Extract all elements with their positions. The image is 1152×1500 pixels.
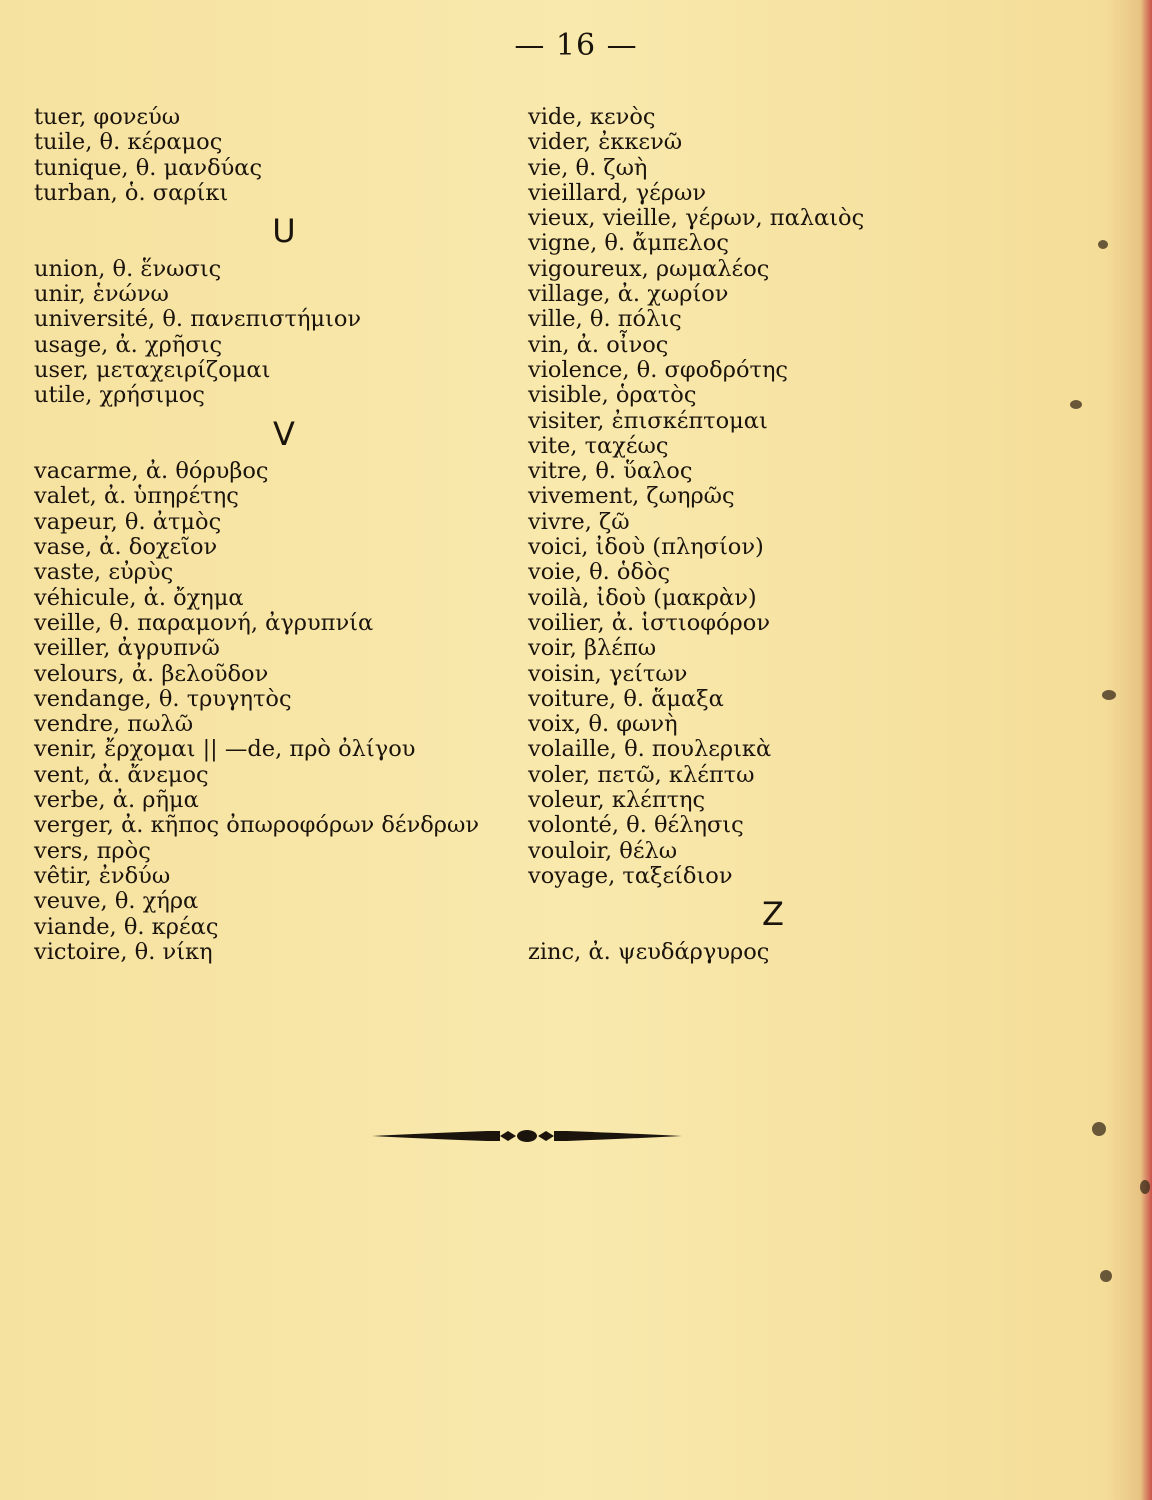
dictionary-entry: verger, ἀ. κῆπος ὀπωροφόρων δένδρων	[34, 812, 480, 839]
dictionary-entry: user, μεταχειρίζομαι	[34, 356, 271, 383]
ink-spot	[1098, 240, 1108, 249]
dictionary-entry: violence, θ. σφοδρότης	[528, 356, 789, 383]
ink-spot	[1092, 1122, 1106, 1136]
dictionary-entry: tuile, θ. κέραμος	[34, 129, 223, 156]
dictionary-entry: ville, θ. πόλις	[528, 306, 682, 333]
ink-spot	[1100, 1270, 1112, 1282]
dictionary-entry: turban, ὁ. σαρίκι	[34, 179, 229, 206]
dictionary-entry: vieux, vieille, γέρων, παλαιὸς	[528, 205, 865, 232]
dictionary-entry: village, ἀ. χωρίον	[528, 281, 729, 308]
dictionary-entry: viande, θ. κρέας	[34, 913, 219, 940]
dictionary-entry: volaille, θ. πουλερικὰ	[528, 736, 772, 763]
section-letter: V	[273, 414, 295, 453]
dictionary-entry: volonté, θ. θέλησις	[528, 812, 744, 839]
dictionary-entry: veille, θ. παραμονή, ἀγρυπνία	[34, 609, 374, 636]
ornament-divider	[372, 1126, 682, 1146]
dictionary-entry: utile, χρήσιμος	[34, 382, 205, 409]
dictionary-entry: voiture, θ. ἅμαξα	[528, 685, 724, 712]
dictionary-entry: vide, κενὸς	[528, 104, 656, 130]
dictionary-entry: vigne, θ. ἄμπελος	[528, 230, 729, 257]
dictionary-entry: victoire, θ. νίκη	[34, 938, 213, 965]
dictionary-entry: union, θ. ἕνωσις	[34, 255, 222, 282]
dictionary-entry: verbe, ἀ. ρῆμα	[34, 787, 199, 814]
dictionary-entry: venir, ἔρχομαι || —de, πρὸ ὀλίγου	[34, 736, 416, 763]
dictionary-entry: vent, ἀ. ἄνεμος	[34, 761, 209, 788]
dictionary-entry: université, θ. πανεπιστήμιον	[34, 306, 362, 333]
dictionary-entry: unir, ἑνώνω	[34, 281, 169, 308]
dictionary-entry: vivre, ζῶ	[528, 508, 630, 535]
dictionary-entry: voler, πετῶ, κλέπτω	[528, 761, 755, 788]
section-letter: U	[272, 212, 296, 251]
dictionary-entry: vouloir, θέλω	[528, 837, 678, 864]
dictionary-entry: voici, ἰδοὺ (πλησίον)	[528, 534, 764, 561]
dictionary-entry: vieillard, γέρων	[528, 179, 707, 206]
dictionary-entry: visible, ὁρατὸς	[528, 382, 697, 409]
left-column	[34, 105, 514, 965]
dictionary-entry: zinc, ἀ. ψευδάργυρος	[528, 938, 770, 965]
dictionary-entry: vider, ἐκκενῶ	[528, 129, 683, 156]
dictionary-entry: tuer, φονεύω	[34, 104, 181, 130]
dictionary-entry: vers, πρὸς	[34, 837, 151, 864]
dictionary-entry: vitre, θ. ὕαλος	[528, 458, 693, 485]
dictionary-entry: vase, ἀ. δοχεῖον	[34, 534, 218, 561]
dictionary-entry: visiter, ἐπισκέπτομαι	[528, 407, 768, 434]
section-letter: Z	[762, 895, 784, 934]
dictionary-entry: vaste, εὐρὺς	[34, 559, 174, 586]
dictionary-entry: veuve, θ. χήρα	[34, 888, 199, 915]
dictionary-entry: voilier, ἀ. ἱστιοφόρον	[528, 609, 770, 636]
dictionary-entry: vin, ἀ. οἶνος	[528, 331, 669, 358]
dictionary-entry: vie, θ. ζωὴ	[528, 154, 648, 181]
ink-spot	[1070, 400, 1082, 409]
ink-spot	[1102, 690, 1116, 700]
dictionary-entry: valet, ἀ. ὑπηρέτης	[34, 483, 239, 510]
dictionary-entry: vapeur, θ. ἀτμὸς	[34, 508, 222, 535]
dictionary-entry: voilà, ἰδοὺ (μακρὰν)	[528, 584, 757, 611]
dictionary-entry: vêtir, ἐνδύω	[34, 862, 171, 889]
dictionary-entry: vacarme, ἀ. θόρυβος	[34, 458, 269, 485]
dictionary-entry: veiller, ἀγρυπνῶ	[34, 635, 220, 662]
dictionary-entry: vite, ταχέως	[528, 432, 669, 459]
dictionary-entry: vivement, ζωηρῶς	[528, 483, 735, 510]
dictionary-entry: véhicule, ἀ. ὄχημα	[34, 584, 244, 611]
dictionary-entry: voie, θ. ὁδὸς	[528, 559, 671, 586]
dictionary-entry: voyage, ταξείδιον	[528, 862, 733, 889]
page-number: — 16 —	[514, 28, 638, 63]
right-column	[528, 105, 1118, 965]
dictionary-entry: voisin, γείτων	[528, 660, 688, 687]
dictionary-entry: voix, θ. φωνὴ	[528, 711, 678, 738]
dictionary-entry: velours, ἀ. βελοῦδον	[34, 660, 269, 687]
dictionary-entry: voir, βλέπω	[528, 635, 657, 662]
ink-spot	[1140, 1180, 1150, 1194]
dictionary-entry: vigoureux, ρωμαλέος	[528, 255, 770, 282]
dictionary-entry: voleur, κλέπτης	[528, 787, 706, 814]
dictionary-entry: vendange, θ. τρυγητὸς	[34, 685, 292, 712]
dictionary-entry: usage, ἀ. χρῆσις	[34, 331, 223, 358]
dictionary-entry: tunique, θ. μανδύας	[34, 154, 263, 181]
dictionary-entry: vendre, πωλῶ	[34, 711, 194, 738]
